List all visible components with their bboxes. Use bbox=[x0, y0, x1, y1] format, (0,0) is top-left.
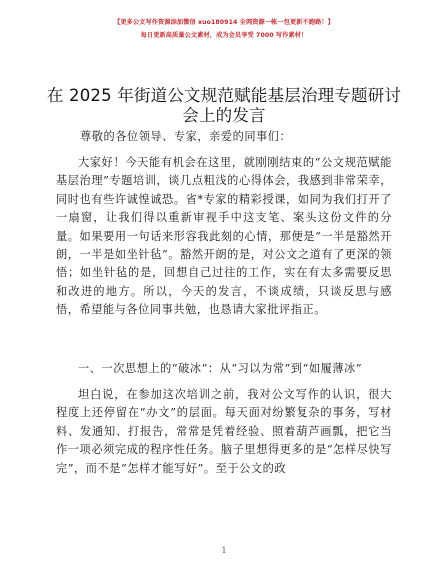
page-number: 1 bbox=[221, 546, 227, 555]
paragraph-1: 大家好！今天能有机会在这里，就刚刚结束的“公文规范赋能基层治理”专题培训，谈几点粗浅的心得体会，我感到非常荣幸，同时也有些许诚惶诚恐。省*专家的精彩授课，如同为我们打开了一扇窗，让我们得以重新审视手中这支笔、案头这份文件的分量。如果要用一句话来形容我此刻的心情，那便是“一半是豁然开朗，一半是如坐针毡”。豁然开朗的是，对公文之道有了更深的领悟；如坐针毡的是，回想自己过往的工作，实在有太多需要反思和改进的地方。所以，今天的发言，不谈成绩，只谈反思与感悟，希望能与各位同事共勉，也恳请大家批评指正。 bbox=[56, 156, 392, 317]
promo-banner bbox=[0, 16, 448, 42]
promo-banner-line-1: 【更多公文写作资源添加微信 xuo180914 全网资源一帐一包更新不跑路！】 bbox=[114, 19, 334, 26]
paragraph-2: 坦白说，在参加这次培训之前，我对公文写作的认识，很大程度上还停留在“办文”的层面。每天面对纷繁复杂的事务，写材料、发通知、打报告，常常是凭着经验、照着葫芦画瓢，把它当作一项必须完成的程序性任务。脑子里想得更多的是“怎样尽快写完”，而不是“怎样才能写好”。至于公文的政 bbox=[56, 388, 392, 475]
salutation: 尊敬的各位领导、专家，亲爱的同事们： bbox=[80, 130, 292, 143]
promo-banner-line-2: 每日更新高质量公文素材，成为会员享受 7000 写作素材！ bbox=[140, 32, 308, 39]
section-heading-1: 一、一次思想上的“破冰”：从“习以为常”到“如履薄冰” bbox=[78, 362, 363, 375]
document-title: 在 2025 年街道公文规范赋能基层治理专题研讨会上的发言 bbox=[46, 86, 402, 125]
